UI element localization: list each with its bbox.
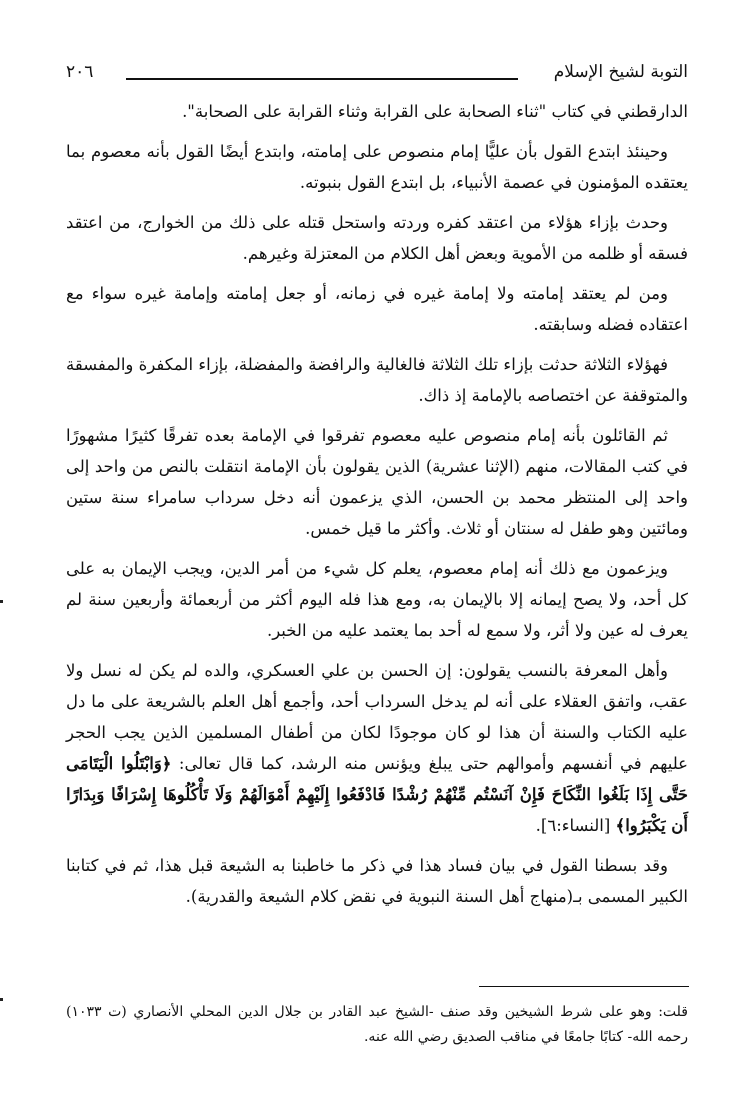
margin-dot xyxy=(0,600,3,603)
page-number: ٢٠٦ xyxy=(66,62,94,82)
margin-dot xyxy=(0,998,3,1001)
paragraph-text: وأهل المعرفة بالنسب يقولون: إن الحسن بن علي العسكري، والده لم يكن له نسل ولا عقب، واتفق العقلاء على أنه لم يدخل السرداب أحد، وأجمع أهل العلم بالشريعة على ما دل عليه الكتاب والسنة أن هذا لو كان موجودًا لكان من أطفال المسلمين الذين يجب الحجر عليهم في أنفسهم وأموالهم حتى يبلغ ويؤنس منه الرشد، كما قال تعالى: xyxy=(66,661,688,773)
page-header xyxy=(66,60,688,86)
paragraph: ومن لم يعتقد إمامته ولا إمامة غيره في زمانه، أو جعل إمامته وإمامة غيره سواء مع اعتقاده فضله وسابقته. xyxy=(66,284,688,334)
paragraph: وحدث بإزاء هؤلاء من اعتقد كفره وردته واستحل قتله على ذلك من الخوارج، من اعتقد فسقه أو ظلمه من الأموية وبعض أهل الكلام من المعتزلة وغيرهم. xyxy=(66,213,688,263)
header-rule xyxy=(126,78,518,80)
paragraph: فهؤلاء الثلاثة حدثت بإزاء تلك الثلاثة فالغالية والرافضة والمفضلة، بإزاء المكفرة والمفسقة والمتوقفة عن اختصاصه بالإمامة إذ ذاك. xyxy=(66,355,688,405)
paragraph: الدارقطني في كتاب "ثناء الصحابة على القرابة وثناء القرابة على الصحابة". xyxy=(182,102,688,121)
verse-citation: [النساء:٦]. xyxy=(535,816,611,835)
footnote-rule xyxy=(479,986,689,987)
paragraph: وحينئذ ابتدع القول بأن عليًّا إمام منصوص على إمامته، وابتدع أيضًا القول بأنه معصوم بما يعتقده المؤمنون في عصمة الأنبياء، بل ابتدع القول بنبوته. xyxy=(66,142,688,192)
running-title: التوبة لشيخ الإسلام xyxy=(553,62,688,82)
main-text xyxy=(66,96,688,921)
quran-verse: ﴿وَابْتَلُوا الْيَتَامَى حَتَّى إِذَا بَلَغُوا النِّكَاحَ فَإِنْ آنَسْتُم مِّنْهُمْ رُشْدًا فَادْفَعُوا إِلَيْهِمْ أَمْوَالَهُمْ وَلَا تَأْكُلُوهَا إِسْرَافًا وَبِدَارًا أَن يَكْبَرُوا﴾ xyxy=(66,754,688,835)
paragraph: ثم القائلون بأنه إمام منصوص عليه معصوم تفرقوا في الإمامة بعده تفرقًا كثيرًا مشهورًا في كتب المقالات، منهم (الإثنا عشرية) الذين يقولون بأن الإمامة انتقلت بالنص من واحد إلى واحد إلى المنتظر محمد بن الحسن، الذي يزعمون أنه دخل سرداب سامراء سنة ستين ومائتين وهو طفل له سنتان أو ثلاث. وأكثر ما قيل خمس. xyxy=(66,426,688,538)
paragraph-with-verse xyxy=(66,655,688,841)
paragraph: ويزعمون مع ذلك أنه إمام معصوم، يعلم كل شيء من أمر الدين، ويجب الإيمان به على كل أحد، ولا يصح إيمانه إلا بالإيمان به، ومع هذا فله اليوم أكثر من أربعمائة وأربعين سنة لم يعرف له عين ولا أثر، ولا سمع له أحد بما يعتمد عليه من الخبر. xyxy=(66,559,688,640)
footnote: قلت: وهو على شرط الشيخين وقد صنف -الشيخ عبد القادر بن جلال الدين المحلي الأنصاري (ت ١٠٣٣) رحمه الله- كتابًا جامعًا في مناقب الصديق رضي الله عنه. xyxy=(66,1004,688,1045)
paragraph: وقد بسطنا القول في بيان فساد هذا في ذكر ما خاطبنا به الشيعة قبل هذا، ثم في كتابنا الكبير المسمى بـ(منهاج أهل السنة النبوية في نقض كلام الشيعة والقدرية). xyxy=(66,856,688,906)
